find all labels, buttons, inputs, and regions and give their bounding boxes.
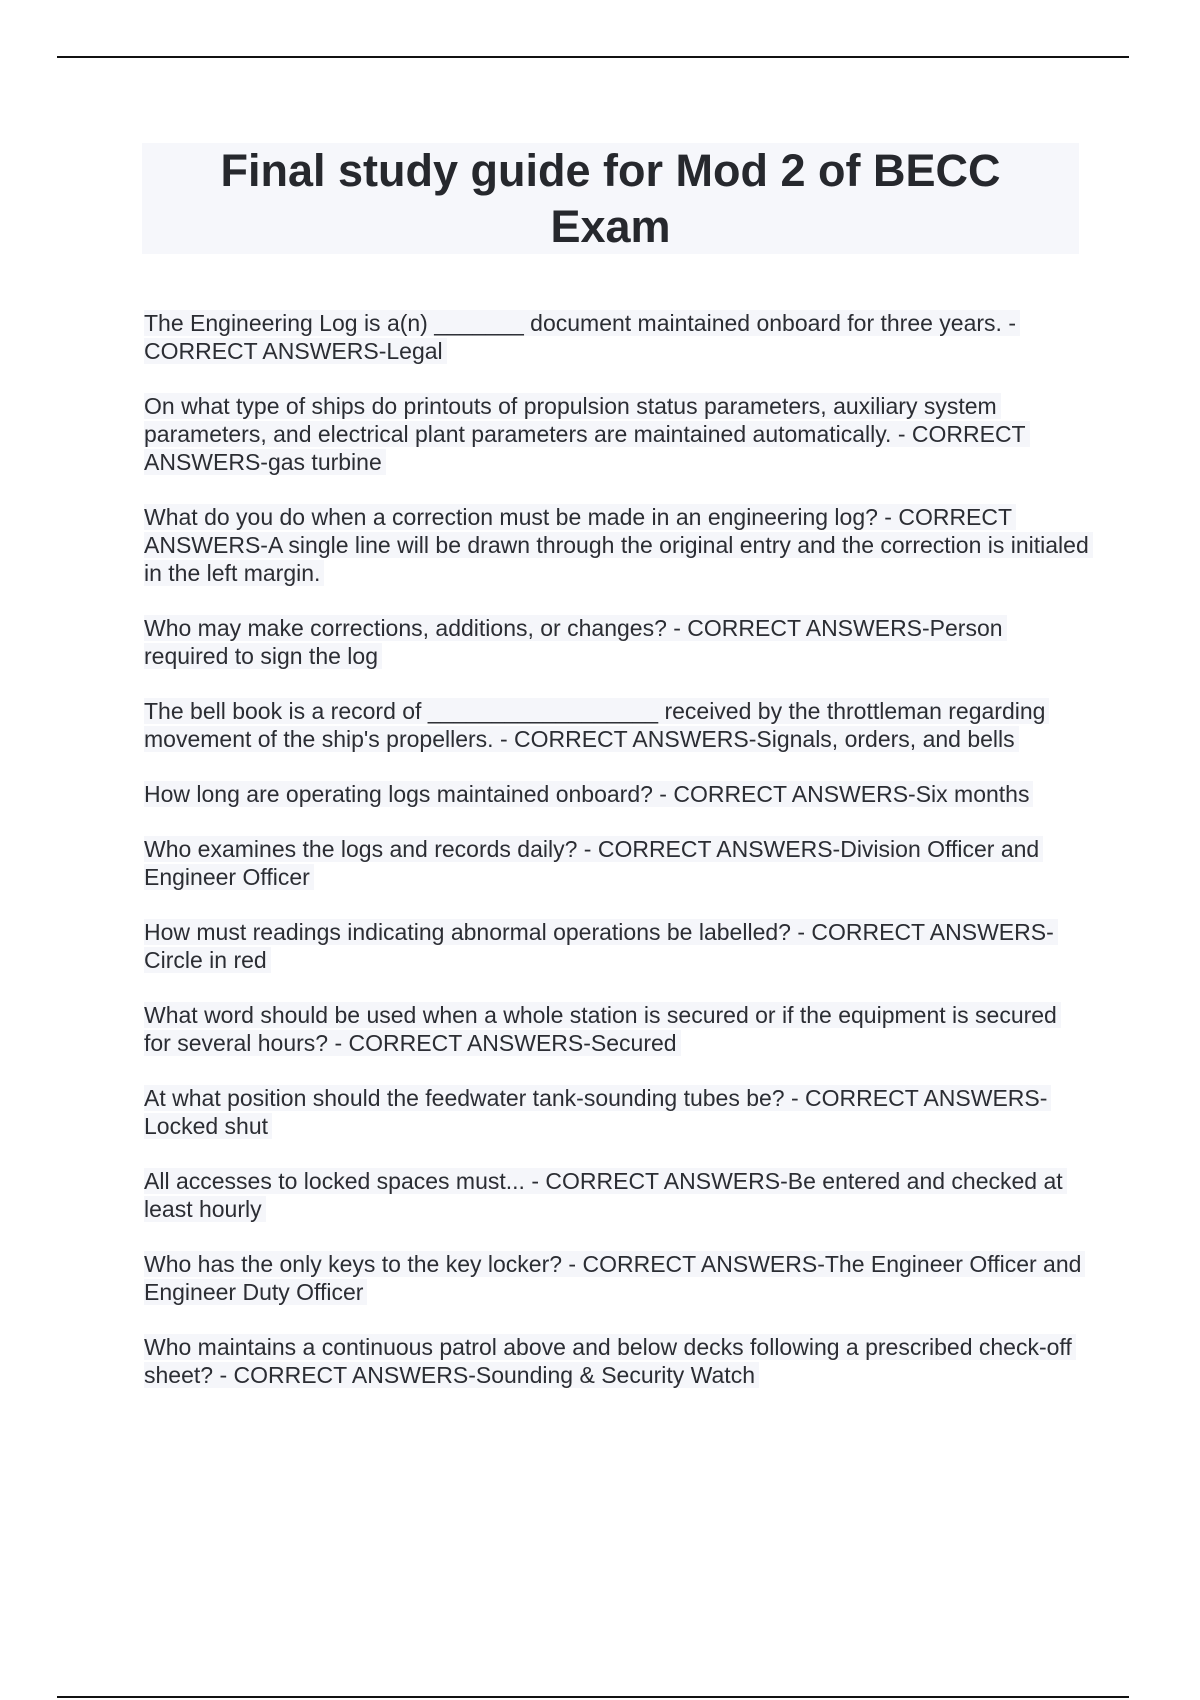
qa-text: Who maintains a continuous patrol above and below decks following a prescribed check-off sheet? - CORRECT ANSWERS-Sounding & Security Watch — [144, 1334, 1076, 1388]
qa-text: How long are operating logs maintained onboard? - CORRECT ANSWERS-Six months — [144, 781, 1033, 807]
qa-item — [144, 780, 1089, 808]
page-title: Final study guide for Mod 2 of BECC Exam — [220, 144, 1001, 252]
title-banner — [142, 143, 1079, 254]
qa-text: How must readings indicating abnormal operations be labelled? - CORRECT ANSWERS-Circle in red — [144, 919, 1058, 973]
qa-text: The bell book is a record of __________________ received by the throttleman regarding movement of the ship's propellers. - CORRECT ANSWERS-Signals, orders, and bells — [144, 698, 1049, 752]
footer-rule — [57, 1696, 1129, 1698]
qa-item — [144, 614, 1089, 670]
qa-item — [144, 1250, 1089, 1306]
qa-text: The Engineering Log is a(n) _______ document maintained onboard for three years. - CORRECT ANSWERS-Legal — [144, 310, 1020, 364]
qa-text: What word should be used when a whole station is secured or if the equipment is secured for several hours? - CORRECT ANSWERS-Secured — [144, 1002, 1061, 1056]
qa-item — [144, 1333, 1089, 1389]
qa-item — [144, 1167, 1089, 1223]
qa-text: Who examines the logs and records daily? - CORRECT ANSWERS-Division Officer and Engineer Officer — [144, 836, 1043, 890]
header-rule — [57, 56, 1129, 58]
qa-item — [144, 503, 1089, 587]
qa-text: Who has the only keys to the key locker? - CORRECT ANSWERS-The Engineer Officer and Engineer Duty Officer — [144, 1251, 1085, 1305]
qa-item — [144, 392, 1089, 476]
qa-text: Who may make corrections, additions, or changes? - CORRECT ANSWERS-Person required to sign the log — [144, 615, 1007, 669]
qa-text: All accesses to locked spaces must... - CORRECT ANSWERS-Be entered and checked at least hourly — [144, 1168, 1067, 1222]
qa-item — [144, 918, 1089, 974]
qa-item — [144, 309, 1089, 365]
qa-list — [144, 309, 1089, 1416]
qa-text: On what type of ships do printouts of propulsion status parameters, auxiliary system parameters, and electrical plant parameters are maintained automatically. - CORRECT ANSWERS-gas turbine — [144, 393, 1030, 475]
qa-item — [144, 697, 1089, 753]
qa-text: What do you do when a correction must be made in an engineering log? - CORRECT ANSWERS-A single line will be drawn through the original entry and the correction is initialed in the left margin. — [144, 504, 1093, 586]
qa-text: At what position should the feedwater tank-sounding tubes be? - CORRECT ANSWERS-Locked shut — [144, 1085, 1051, 1139]
qa-item — [144, 835, 1089, 891]
qa-item — [144, 1084, 1089, 1140]
qa-item — [144, 1001, 1089, 1057]
